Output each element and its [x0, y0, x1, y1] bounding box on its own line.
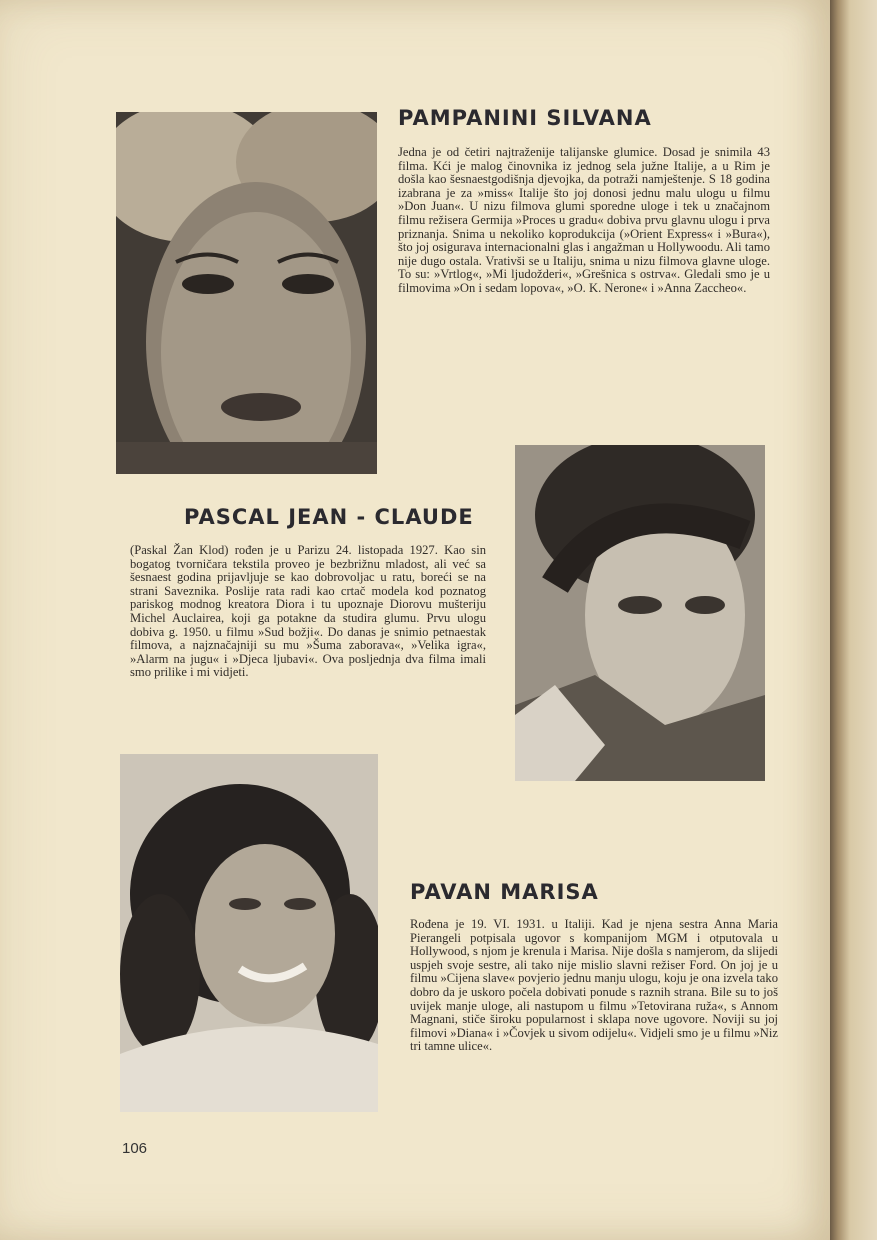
page-number: 106 [122, 1140, 148, 1157]
portrait-photo-silvana [116, 112, 377, 474]
entry-heading: PAVAN MARISA [410, 880, 599, 904]
entry-text: (Paskal Žan Klod) rođen je u Parizu 24. listopada 1927. Kao sin bogatog tvorničara tekstila proveo je bezbrižnu mladost, ali već sa šesnaest godina prijavljuje se kao dobrovoljac u ratu, boreći se na strani Saveznika. Poslije rata radi kao crtač modela kod poznatog pariskog modnog kreatora Diora i tu upoznaje Diorovu mušteriju Michel Auclairea, koji ga potakne da studira glumu. Prvu ulogu dobiva g. 1950. u filmu »Sud božji«. Do danas je snimio petnaestak filmova, a najznačajniji su mu »Šuma zaboravа«, »Velika igra«, »Alarm na jugu« i »Djeca ljubavi«. Ova posljednja dva filma imali smo prilike i mi vidjeti. [130, 543, 486, 680]
next-page-edge [830, 0, 877, 1240]
portrait-photo-marisa [120, 754, 378, 1112]
entry-text: Rođena je 19. VI. 1931. u Italiji. Kad je njena sestra Anna Maria Pierangeli potpisala ugovor s kompanijom MGM i otputovala u Hollywood, s njom je krenula i Marisa. Nije došla s namjerom, da slijedi uspjeh svoje sestre, ali tako nije mislio slavni režiser Ford. On joj je u filmu »Cijena slave« povjerio jednu manju ulogu, koju je ona izvela tako dobro da je uskoro počela dobivati ponude s raznih strana. Bile su to još uvijek manje uloge, ali nastupom u filmu »Tetovirana ruža«, s Annom Magnani, stiče široku popularnost i sklapa nove ugovore. Noviji su joj filmovi »Diana« i »Čovjek u sivom odijelu«. Vidjeli smo je u filmu »Niz tri tamne ulice«. [410, 917, 778, 1054]
entry-heading: PAMPANINI SILVANA [398, 106, 652, 130]
entry-text: Jedna je od četiri najtraženije talijanske glumice. Dosad je snimila 43 filma. Kći je malog činovnika iz jednog sela južne Italije, a u Rim je došla kao šesnaestgodišnja djevojka, da potraži namještenje. S 18 godina izabrana je za »miss« Italije što joj donosi jednu malu ulogu u filmu »Don Juan«. U nizu filmova glumi sporedne uloge i tek u značajnom filmu režisera Germija »Proces u gradu« dobiva prvu glavnu ulogu i prva priznanja. Snima u nekoliko koprodukcija (»Orient Express« i »Bura«), što joj osigurava internacionalni glas i angažman u Hollywoodu. Ali tamo nije dugo ostala. Vrativši se u Italiju, snima u nizu filmova glavne uloge. To su: »Vrtlog«, »Mi ljudožderi«, »Grešnica s ostrva«. Gledali smo je u filmovima »On i sedam lopova«, »O. K. Nerone« i »Anna Zaccheo«. [398, 145, 770, 295]
portrait-photo-jean-claude [515, 445, 765, 781]
entry-heading: PASCAL JEAN - CLAUDE [184, 505, 474, 529]
